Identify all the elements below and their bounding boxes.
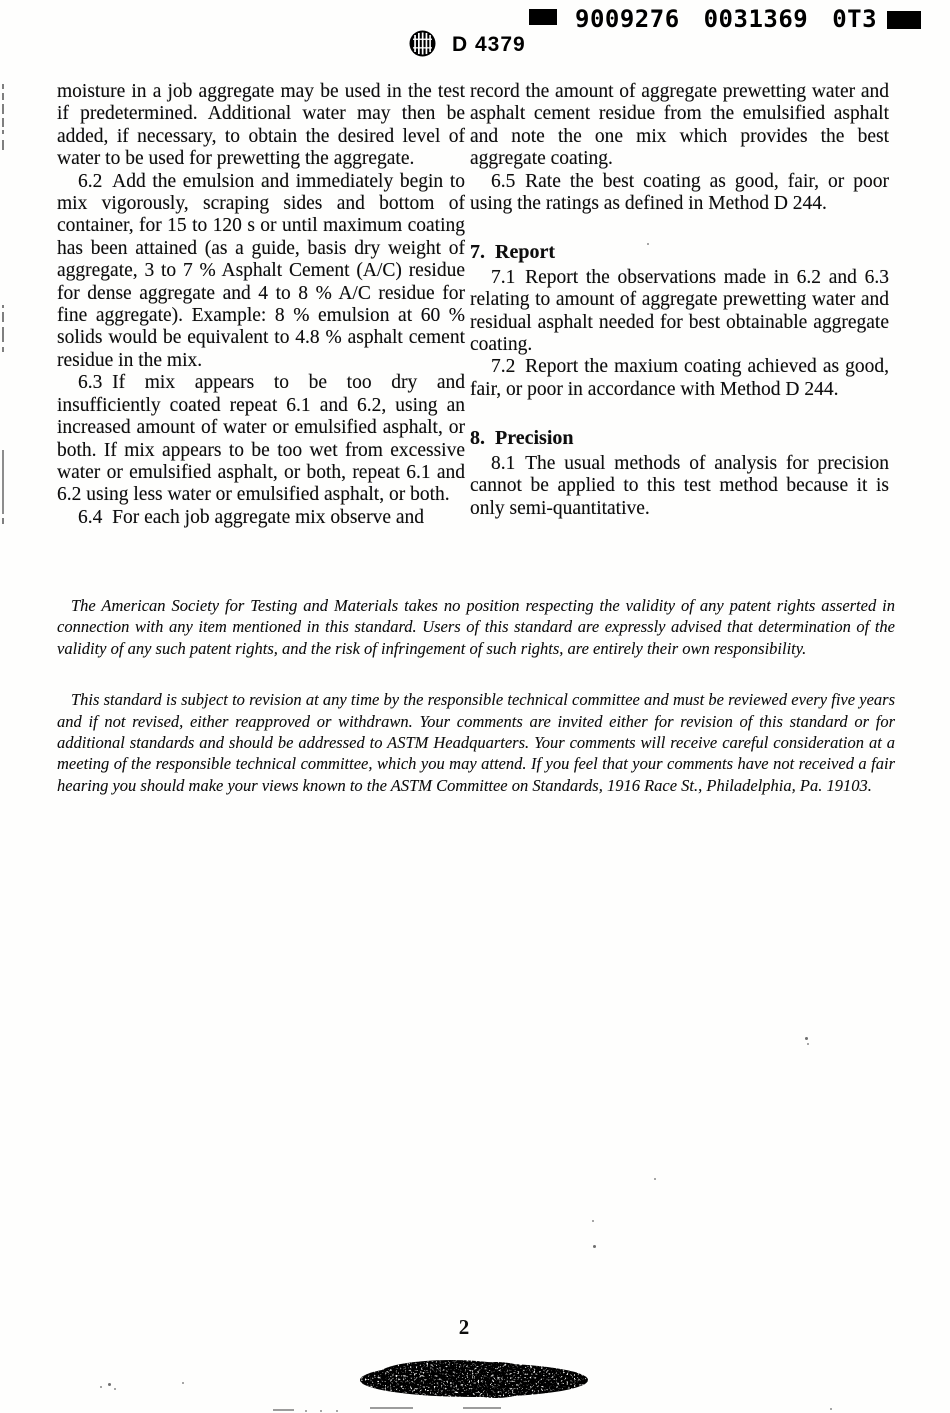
scan-tick: [2, 327, 4, 342]
scan-speck: [182, 1382, 184, 1384]
paragraph-6-3: 6.3 If mix appears to be too dry and insufficiently coated repeat 6.1 and 6.2, using an increased amount of water or emulsified asphalt, or both. If mix appears to be too wet from excessive water or emulsified asphalt, or both, repeat 6.1 and 6.2 using less water or emulsified asphalt, or both.: [57, 372, 465, 506]
standard-designation: D 4379: [452, 33, 526, 56]
document-control-code: 9009276 0031369 0T3: [575, 5, 878, 33]
page-number: 2: [458, 1315, 470, 1339]
scan-speck: [100, 1386, 102, 1388]
scan-tick: [2, 84, 4, 89]
section-heading-report: 7. Report: [470, 241, 555, 264]
right-column: [470, 81, 889, 520]
scan-speck: [305, 1410, 307, 1412]
revision-notice: This standard is subject to revision at any time by the responsible technical committee and must be reviewed every five years and if not revised, either reapproved or withdrawn. Your comments are invited either for revision of this standard or for additional standards and should be addressed to ASTM Headquarters. Your comments will receive careful consideration at a meeting of the responsible technical committee, which you may attend. If you feel that your comments have not received a fair hearing you should make your views known to the ASTM Committee on Standards, 1916 Race St., Philadelphia, Pa. 19103.: [57, 690, 895, 795]
paragraph-6-2: 6.2 Add the emulsion and immediately begin to mix vigorously, scraping sides and bottom of container, for 15 to 120 s or until maximum coating has been attained (as a guide, basis dry weight of aggregate, 3 to 7 % Asphalt Cement (A/C) residue for dense aggregate and 4 to 8 % A/C residue for fine aggregate). Example: 8 % emulsion at 60 % solids would be equivalent to 4.8 % asphalt cement residue in the mix.: [57, 170, 465, 371]
paragraph-8-1: 8.1 The usual methods of analysis for precision cannot be applied to this test method because it is only semi-quantitative.: [470, 452, 889, 519]
scan-speck: [647, 243, 649, 245]
scan-tick: [2, 104, 4, 114]
scan-tick: [2, 118, 4, 127]
scan-tick: [2, 347, 4, 352]
astm-logo-icon: [409, 30, 436, 57]
scan-dash: [463, 1407, 501, 1409]
scan-tick: [2, 518, 4, 524]
paragraph-6-5: 6.5 Rate the best coating as good, fair, or poor using the ratings as defined in Method D 244.: [470, 170, 889, 215]
scan-speck: [336, 1410, 338, 1412]
scan-speck: [830, 1408, 832, 1410]
scan-speck: [593, 1245, 596, 1248]
paragraph-7-2: 7.2 Report the maxium coating achieved as good, fair, or poor in accordance with Method D 244.: [470, 356, 889, 400]
scan-tick: [2, 93, 4, 100]
scan-speck: [108, 1383, 111, 1386]
scan-speck: [654, 1178, 656, 1180]
section-heading-precision: 8. Precision: [470, 427, 574, 450]
scan-speck: [805, 1037, 808, 1040]
ink-smudge-artifact: [356, 1350, 600, 1406]
scan-speck: [114, 1388, 116, 1390]
scan-speck: [807, 1043, 809, 1045]
paragraph-continuation: moisture in a job aggregate may be used in the test if predetermined. Additional water may then be added, if necessary, to obtain the desired level of water to be used for prewetting the aggregate.: [57, 81, 465, 170]
scan-dash: [273, 1409, 294, 1411]
scan-tick: [2, 312, 4, 322]
scan-tick: [2, 140, 4, 150]
patent-disclaimer: The American Society for Testing and Materials takes no position respecting the validity of any patent rights asserted in connection with any item mentioned in this standard. Users of this standard are expressly advised that determination of the validity of any such patent rights, and the risk of infringement of such rights, are entirely their own responsibility.: [57, 596, 895, 658]
code-bar-left: [529, 9, 557, 25]
legal-notes: [57, 595, 895, 796]
scan-tick: [2, 130, 4, 134]
paragraph-7-1: 7.1 Report the observations made in 6.2 and 6.3 relating to amount of aggregate prewetting water and residual asphalt needed for best obtainable aggregate coating.: [470, 266, 889, 356]
scan-speck: [592, 1220, 594, 1222]
scan-dash: [370, 1407, 413, 1409]
scan-speck: [320, 1410, 322, 1412]
scan-tick: [2, 305, 4, 308]
paragraph-continuation: record the amount of aggregate prewetting water and asphalt cement residue from the emulsified asphalt and note the one mix which provides the best aggregate coating.: [470, 81, 889, 170]
paragraph-6-4: 6.4 For each job aggregate mix observe and: [78, 506, 425, 528]
scan-tick: [2, 450, 4, 514]
code-bar-right: [887, 11, 921, 29]
left-column: [57, 81, 465, 529]
